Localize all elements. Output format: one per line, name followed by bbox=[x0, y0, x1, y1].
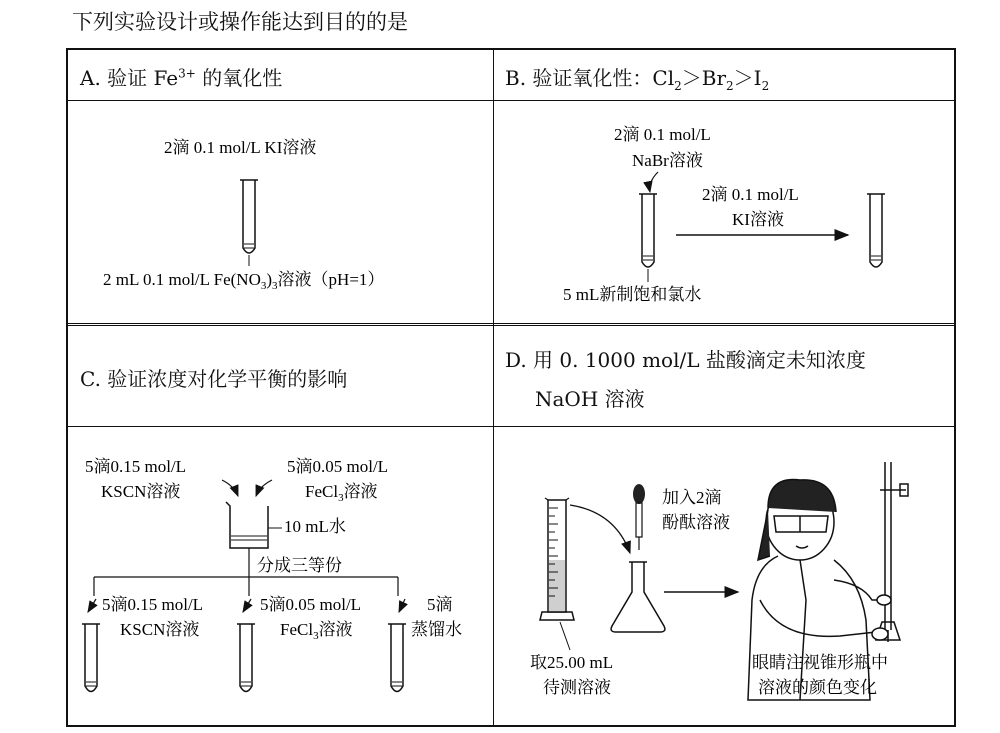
d-graduated-cylinder bbox=[540, 498, 574, 620]
option-c-diagram bbox=[82, 457, 462, 692]
a-test-tube bbox=[243, 180, 255, 253]
a-tube-label: 2 mL 0.1 mol/L $Fe(NO_3)_3$溶液（pH=1） bbox=[103, 270, 385, 292]
b-drop-label: 2滴 0.1 mol/L bbox=[614, 125, 711, 144]
b-arrow-label: KI溶液 bbox=[732, 210, 784, 229]
option-a-title: A. 验证 $Fe^{3+}$ 的氧化性 bbox=[80, 66, 283, 90]
question-stem: 下列实验设计或操作能达到目的的是 bbox=[72, 10, 408, 34]
c-left-reagent: KSCN溶液 bbox=[101, 482, 181, 501]
option-b-title: B. 验证氧化性：$Cl_2>Br_2>I_2$ bbox=[505, 66, 770, 93]
option-b-diagram bbox=[563, 125, 885, 304]
c-right-reagent: FeCl$_3$溶液 bbox=[305, 482, 378, 504]
b-arrow-label: 2滴 0.1 mol/L bbox=[702, 185, 799, 204]
option-d-diagram bbox=[530, 462, 908, 700]
d-indicator-label: 酚酞溶液 bbox=[662, 513, 730, 532]
d-cylinder-label: 取25.00 mL bbox=[530, 653, 614, 672]
c-tube1-reagent: 5滴0.15 mol/L bbox=[102, 595, 204, 614]
c-tube2-reagent: FeCl$_3$溶液 bbox=[280, 620, 353, 642]
c-left-reagent: 5滴0.15 mol/L bbox=[85, 457, 187, 476]
c-split-label: 分成三等份 bbox=[257, 556, 342, 575]
d-indicator-label: 加入2滴 bbox=[662, 488, 722, 507]
c-test-tube-2 bbox=[237, 624, 255, 692]
c-tube2-reagent: 5滴0.05 mol/L bbox=[260, 595, 362, 614]
c-beaker-label: 10 mL水 bbox=[284, 517, 346, 536]
option-d-title: D. 用 0. 1000 mol/L 盐酸滴定未知浓度 NaOH 溶液 bbox=[505, 348, 866, 411]
option-a-diagram bbox=[103, 138, 384, 292]
c-tube3-reagent: 蒸馏水 bbox=[411, 620, 462, 639]
option-c-title: C. 验证浓度对化学平衡的影响 bbox=[80, 367, 348, 391]
d-conical-flask bbox=[611, 562, 665, 632]
c-right-reagent: 5滴0.05 mol/L bbox=[287, 457, 389, 476]
c-test-tube-3 bbox=[388, 624, 406, 692]
b-drop-arrow bbox=[650, 172, 658, 192]
c-test-tube-1 bbox=[82, 624, 100, 692]
b-tube-label: 5 mL新制饱和氯水 bbox=[563, 285, 702, 304]
d-observation-label: 眼睛注视锥形瓶中 bbox=[752, 653, 888, 672]
c-tube3-reagent: 5滴 bbox=[427, 595, 453, 614]
d-cylinder-label: 待测溶液 bbox=[543, 678, 611, 697]
d-pour-arrow bbox=[570, 505, 630, 553]
c-tube1-reagent: KSCN溶液 bbox=[120, 620, 200, 639]
d-observation-label: 溶液的颜色变化 bbox=[758, 678, 877, 697]
d-dropper bbox=[633, 484, 645, 550]
b-drop-label: NaBr溶液 bbox=[632, 151, 703, 170]
c-beaker bbox=[226, 502, 268, 548]
a-dropper-label: 2滴 0.1 mol/L KI溶液 bbox=[164, 138, 317, 157]
